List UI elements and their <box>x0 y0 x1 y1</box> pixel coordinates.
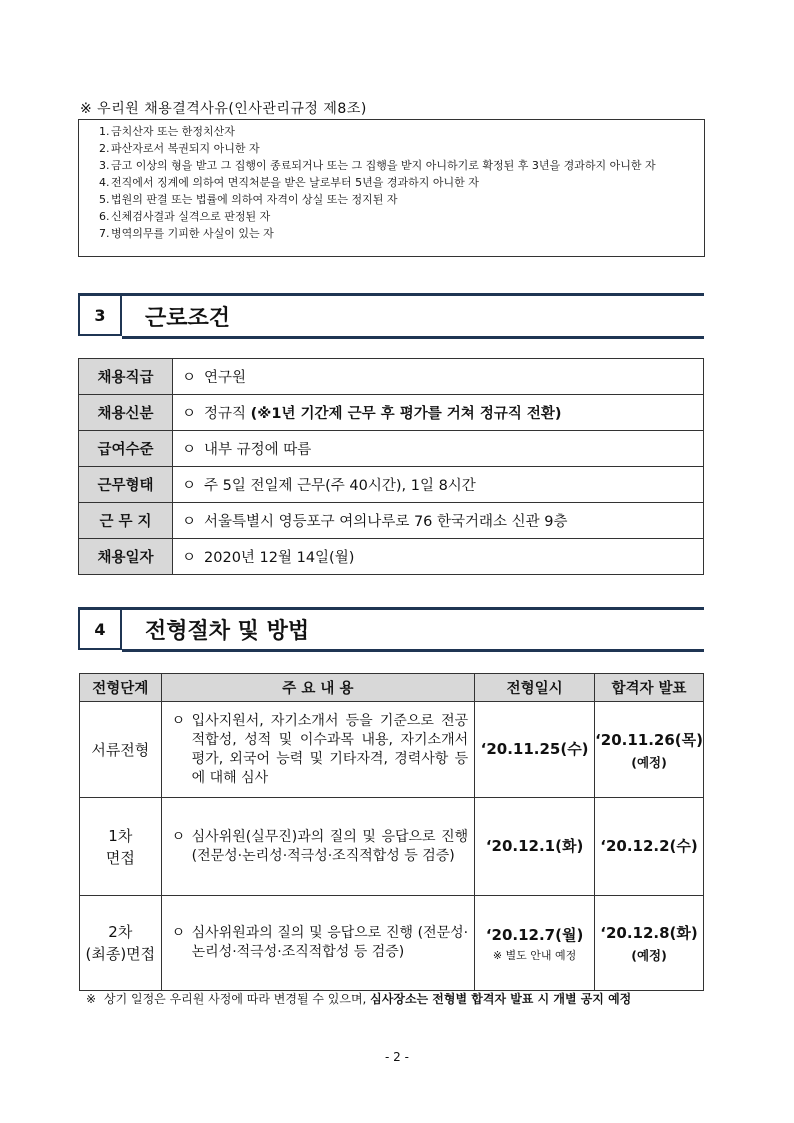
schedule-footnote <box>86 990 701 1008</box>
item-text: 법원의 판결 또는 법률에 의하여 자격이 상실 또는 정지된 자 <box>111 193 398 206</box>
item-number: 6. <box>99 210 110 223</box>
bullet: ㅇ <box>171 925 186 941</box>
announce-date: ‘20.12.2(수) <box>600 836 698 855</box>
value-text: 연구원 <box>204 370 247 386</box>
list-item <box>99 174 694 191</box>
section-3-bottom-rule <box>122 336 704 339</box>
table-row <box>79 395 704 431</box>
column-header: 전형일시 <box>475 674 595 702</box>
section-4-bottom-rule <box>122 649 704 652</box>
section-4-top-rule <box>78 607 704 610</box>
stage-name-sub: 면접 <box>105 848 135 867</box>
item-number: 3. <box>99 159 110 172</box>
date-cell <box>475 798 595 896</box>
working-conditions-table <box>78 358 704 575</box>
list-item <box>99 140 694 157</box>
value-text: 서울특별시 영등포구 여의나루로 76 한국거래소 신관 9층 <box>204 514 568 530</box>
list-item <box>99 225 694 242</box>
exam-date: ‘20.11.25(수) <box>480 740 589 758</box>
announce-note: (예정) <box>631 948 667 963</box>
selection-procedure-table <box>79 673 704 991</box>
row-label: 채용신분 <box>79 395 173 431</box>
table-row <box>79 503 704 539</box>
row-value <box>173 431 704 467</box>
footnote-text: 상기 일정은 우리원 사정에 따라 변경될 수 있으며, <box>104 992 371 1006</box>
bullet: ㅇ <box>182 370 197 386</box>
bullet: ㅇ <box>171 712 186 729</box>
row-label: 채용일자 <box>79 539 173 575</box>
disqualification-heading: ※ 우리원 채용결격사유(인사관리규정 제8조) <box>80 101 367 117</box>
column-header: 전형단계 <box>80 674 162 702</box>
announce-cell <box>595 702 704 798</box>
bullet: ㅇ <box>182 514 197 530</box>
content-cell <box>161 702 474 798</box>
date-note: ※ 별도 안내 예정 <box>492 948 577 962</box>
list-item <box>99 123 694 140</box>
bullet: ㅇ <box>182 478 197 494</box>
value-text: 2020년 12월 14일(월) <box>204 550 355 566</box>
table-row <box>79 467 704 503</box>
row-label: 채용직급 <box>79 359 173 395</box>
announce-note: (예정) <box>631 754 667 770</box>
announce-date: ‘20.12.8(화) <box>600 924 698 942</box>
date-cell <box>475 702 595 798</box>
stage-cell <box>80 702 162 798</box>
content-cell <box>161 896 474 991</box>
item-text: 금고 이상의 형을 받고 그 집행이 종료되거나 또는 그 집행을 받지 아니하기로 확정된 후 3년을 경과하지 아니한 자 <box>111 159 656 172</box>
bullet: ㅇ <box>182 550 197 566</box>
row-value <box>173 539 704 575</box>
row-value <box>173 503 704 539</box>
value-text: 정규직 <box>204 406 251 422</box>
item-text: 금치산자 또는 한정치산자 <box>111 125 235 138</box>
item-number: 5. <box>99 193 110 206</box>
table-row <box>79 431 704 467</box>
stage-name-sub: (최종)면접 <box>85 945 156 963</box>
announce-cell <box>595 896 704 991</box>
section-3-number: 3 <box>78 294 122 336</box>
list-item <box>99 191 694 208</box>
section-4-title: 전형절차 및 방법 <box>145 619 310 644</box>
section-4-number: 4 <box>78 608 122 650</box>
bullet: ㅇ <box>182 406 197 422</box>
disqualification-box <box>78 119 705 257</box>
stage-name: 서류전형 <box>91 740 150 759</box>
item-number: 4. <box>99 176 110 189</box>
date-cell <box>475 896 595 991</box>
content-cell <box>161 798 474 896</box>
table-header-row <box>80 674 704 702</box>
section-3-top-rule <box>78 293 704 296</box>
value-text: 주 5일 전일제 근무(주 40시간), 1일 8시간 <box>204 478 476 494</box>
column-header: 합격자 발표 <box>595 674 704 702</box>
list-item <box>99 157 694 174</box>
stage-name: 2차 <box>108 923 133 941</box>
row-value <box>173 395 704 431</box>
item-text: 병역의무를 기피한 사실이 있는 자 <box>111 227 274 240</box>
content-text: 심사위원과의 질의 및 응답으로 진행 (전문성·논리성·적극성·조직적합성 등 검증) <box>191 925 469 960</box>
column-header: 주 요 내 용 <box>161 674 474 702</box>
row-value <box>173 467 704 503</box>
bullet: ㅇ <box>171 828 186 845</box>
table-row <box>79 359 704 395</box>
stage-name: 1차 <box>108 826 133 845</box>
item-number: 2. <box>99 142 110 155</box>
row-value <box>173 359 704 395</box>
content-text: 심사위원(실무진)과의 질의 및 응답으로 진행 (전문성·논리성·적극성·조직적합성 등 검증) <box>191 828 469 864</box>
table-row <box>80 702 704 798</box>
exam-date: ‘20.12.7(월) <box>485 925 584 944</box>
bullet: ㅇ <box>182 442 197 458</box>
announce-date: ‘20.11.26(목) <box>595 730 703 749</box>
table-row <box>79 539 704 575</box>
row-label: 근무형태 <box>79 467 173 503</box>
announce-cell <box>595 798 704 896</box>
content-text: 입사지원서, 자기소개서 등을 기준으로 전공 적합성, 성적 및 이수과목 내용, 자기소개서 평가, 외국어 능력 및 기타자격, 경력사항 등에 대해 심사 <box>191 712 469 786</box>
item-text: 신체검사결과 실격으로 판정된 자 <box>111 210 271 223</box>
table-row <box>80 798 704 896</box>
footnote-emphasis: 심사장소는 전형별 합격자 발표 시 개별 공지 예정 <box>370 992 632 1006</box>
footnote-mark: ※ <box>86 992 97 1006</box>
exam-date: ‘20.12.1(화) <box>485 837 584 855</box>
row-label: 근 무 지 <box>79 503 173 539</box>
list-item <box>99 208 694 225</box>
item-text: 전직에서 징계에 의하여 면직처분을 받은 날로부터 5년을 경과하지 아니한 자 <box>111 176 479 189</box>
item-text: 파산자로서 복권되지 아니한 자 <box>111 142 260 155</box>
value-emphasis: (※1년 기간제 근무 후 평가를 거쳐 정규직 전환) <box>250 406 562 422</box>
section-3-title: 근로조건 <box>145 306 231 331</box>
row-label: 급여수준 <box>79 431 173 467</box>
stage-cell <box>80 798 162 896</box>
page-number: - 2 - <box>385 1050 409 1064</box>
stage-cell <box>80 896 162 991</box>
item-number: 7. <box>99 227 110 240</box>
value-text: 내부 규정에 따름 <box>204 442 312 458</box>
table-row <box>80 896 704 991</box>
item-number: 1. <box>99 125 110 138</box>
